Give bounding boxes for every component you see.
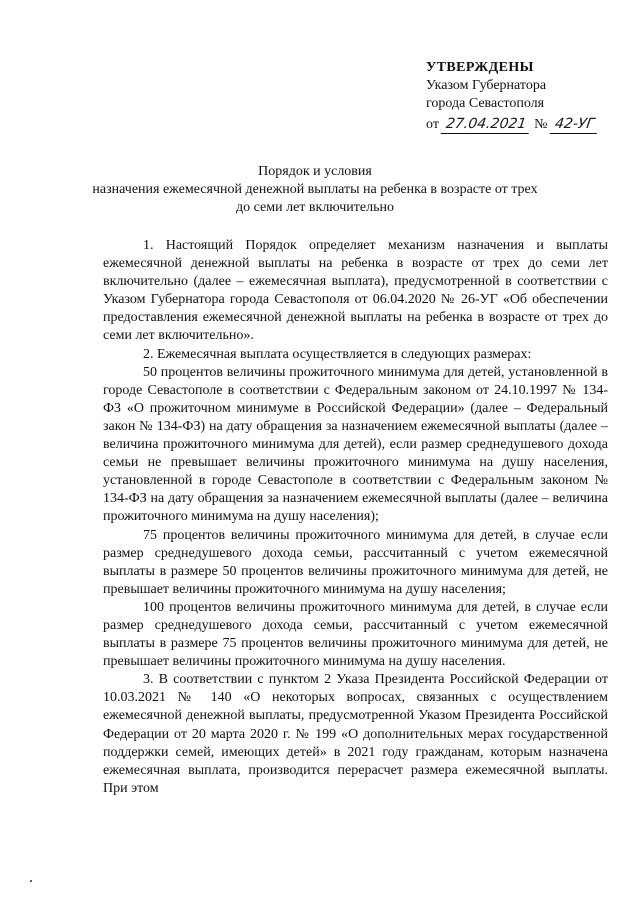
- title-line-3: до семи лет включительно: [236, 200, 394, 215]
- approval-city: города Севастополя: [426, 96, 545, 111]
- paragraph-6: 3. В соответствии с пунктом 2 Указа Президента Российской Федерации от 10.03.2021 № 140 «О некоторых вопросах, связанных с осуществлением ежемесячной денежной выплаты, предусмотренной Указом Президента Российской Федерации от 20 марта 2020 г. № 199 «О дополнительных мерах государственной поддержки семей, имеющих детей» в 2021 году гражданам, которым назначена ежемесячная выплата, производится перерасчет размера ежемесячной выплаты. При этом: [103, 672, 608, 796]
- handwritten-date: 27.04.2021: [441, 115, 532, 134]
- document-body: [103, 237, 608, 798]
- title-line-2: назначения ежемесячной денежной выплаты на ребенка в возрасте от трех: [92, 182, 538, 197]
- title-line-1: Порядок и условия: [258, 164, 372, 179]
- scan-speck: [30, 880, 32, 882]
- approval-title: УТВЕРЖДЕНЫ: [426, 60, 534, 75]
- paragraph-4: 75 процентов величины прожиточного минимума для детей, в случае если размер среднедушевого дохода семьи, рассчитанный с учетом ежемесячной выплаты в размере 50 процентов величины прожиточного минимума для детей, не превышает величины прожиточного минимума на душу населения;: [103, 527, 608, 597]
- number-prefix: №: [534, 117, 548, 132]
- date-prefix: от: [426, 117, 439, 132]
- approval-stamp-block: [426, 59, 626, 134]
- document-title: [40, 163, 590, 217]
- paragraph-5: 100 процентов величины прожиточного минимума для детей, в случае если размер среднедушевого дохода семьи, рассчитанный с учетом ежемесячной выплаты в размере 75 процентов величины прожиточного минимума для детей, не превышает величины прожиточного минимума на душу населения.: [103, 599, 608, 670]
- approval-issuer: Указом Губернатора: [426, 78, 547, 93]
- handwritten-number: 42-УГ: [550, 115, 600, 134]
- paragraph-3: 50 процентов величины прожиточного минимума для детей, установленной в городе Севастополе в соответствии с Федеральным законом от 24.10.1997 № 134-ФЗ «О прожиточном минимуме в Российской Федерации» (далее – Федеральный закон № 134-ФЗ) на дату обращения за назначением ежемесячной выплаты (далее – величина прожиточного минимума для детей), если размер среднедушевого дохода семьи не превышает величины прожиточного минимума на душу населения, установленной в городе Севастополе в соответствии с Федеральным законом № 134-ФЗ на дату обращения за назначением ежемесячной выплаты (далее – величина прожиточного минимума на душу населения);: [103, 364, 608, 525]
- paragraph-1: 1. Настоящий Порядок определяет механизм назначения и выплаты ежемесячной денежной выплаты на ребенка в возрасте от трех до семи лет включительно (далее – ежемесячная выплата), предусмотренной в соответствии с Указом Губернатора города Севастополя от 06.04.2020 № 26-УГ «Об обеспечении предоставления ежемесячной денежной выплаты на ребенка в возрасте от трех до семи лет включительно».: [103, 238, 608, 344]
- paragraph-2: 2. Ежемесячная выплата осуществляется в следующих размерах:: [143, 346, 532, 362]
- approval-date-number: [426, 115, 626, 134]
